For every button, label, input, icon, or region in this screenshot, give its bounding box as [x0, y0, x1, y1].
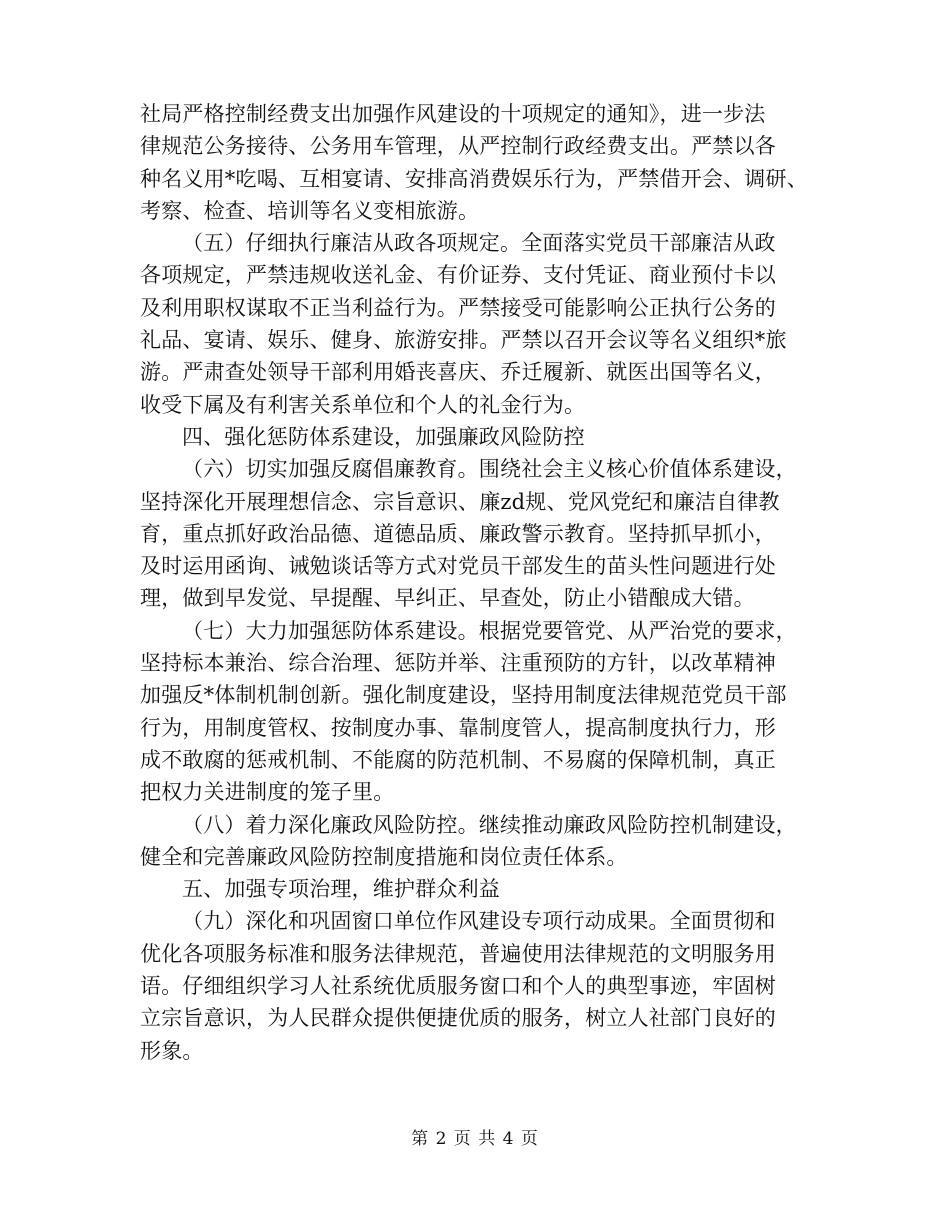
- text-line: 加强反*体制机制创新。强化制度建设，坚持用制度法律规范党员干部: [140, 683, 787, 708]
- paragraph-start-line: （九）深化和巩固窗口单位作风建设专项行动成果。全面贯彻和: [182, 909, 776, 934]
- paragraph-start-line: （五）仔细执行廉洁从政各项规定。全面落实党员干部廉洁从政: [182, 231, 776, 256]
- text-line: 律规范公务接待、公务用车管理，从严控制行政经费支出。严禁以各: [140, 134, 776, 159]
- text-line: 种名义用*吃喝、互相宴请、安排高消费娱乐行为，严禁借开会、调研、: [140, 166, 808, 191]
- text-line: 坚持标本兼治、综合治理、惩防并举、注重预防的方针，以改革精神: [140, 651, 776, 676]
- section-heading: 五、加强专项治理，维护群众利益: [182, 877, 500, 902]
- text-line: 育，重点抓好政治品德、道德品质、廉政警示教育。坚持抓早抓小，: [140, 521, 776, 546]
- document-body: [140, 98, 820, 1067]
- text-line: 坚持深化开展理想信念、宗旨意识、廉zd规、党风党纪和廉洁自律教: [140, 489, 780, 514]
- text-line: 收受下属及有利害关系单位和个人的礼金行为。: [140, 392, 586, 417]
- text-line: 形象。: [140, 1038, 204, 1063]
- paragraph-start-line: （八）着力深化廉政风险防控。继续推动廉政风险防控机制建设，: [182, 812, 797, 837]
- text-line: 各项规定，严禁违规收送礼金、有价证券、支付凭证、商业预付卡以: [140, 263, 776, 288]
- text-line: 礼品、宴请、娱乐、健身、旅游安排。严禁以召开会议等名义组织*旅: [140, 328, 787, 353]
- text-line: 立宗旨意识，为人民群众提供便捷优质的服务，树立人社部门良好的: [140, 1006, 776, 1031]
- text-line: 行为，用制度管权、按制度办事、靠制度管人，提高制度执行力，形: [140, 715, 776, 740]
- text-line: 游。严肃查处领导干部利用婚丧喜庆、乔迁履新、就医出国等名义，: [140, 360, 776, 385]
- text-line: 优化各项服务标准和服务法律规范，普遍使用法律规范的文明服务用: [140, 941, 776, 966]
- text-line: 理，做到早发觉、早提醒、早纠正、早查处，防止小错酿成大错。: [140, 586, 755, 611]
- text-line: 及时运用函询、诫勉谈话等方式对党员干部发生的苗头性问题进行处: [140, 554, 776, 579]
- text-line: 健全和完善廉政风险防控制度措施和岗位责任体系。: [140, 844, 628, 869]
- text-line: 及利用职权谋取不正当利益行为。严禁接受可能影响公正执行公务的: [140, 295, 776, 320]
- section-heading: 四、强化惩防体系建设，加强廉政风险防控: [182, 424, 585, 449]
- paragraph-start-line: （六）切实加强反腐倡廉教育。围绕社会主义核心价值体系建设，: [182, 457, 797, 482]
- page-number-footer: 第 2 页 共 4 页: [411, 1129, 539, 1149]
- text-line: 社局严格控制经费支出加强作风建设的十项规定的通知》，进一步法: [140, 102, 766, 126]
- text-line: 把权力关进制度的笼子里。: [140, 780, 395, 805]
- text-line: 考察、检查、培训等名义变相旅游。: [140, 198, 480, 223]
- paragraph-start-line: （七）大力加强惩防体系建设。根据党要管党、从严治党的要求，: [182, 618, 797, 643]
- text-line: 语。仔细组织学习人社系统优质服务窗口和个人的典型事迹，牢固树: [140, 974, 776, 999]
- text-line: 成不敢腐的惩戒机制、不能腐的防范机制、不易腐的保障机制，真正: [140, 747, 776, 772]
